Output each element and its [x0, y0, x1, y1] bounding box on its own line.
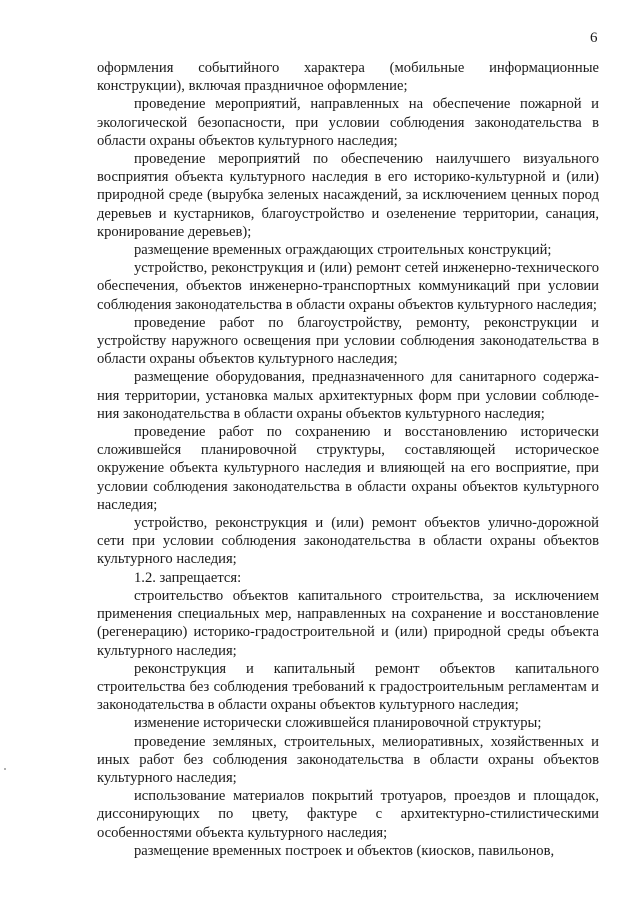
paragraph: строительство объектов капитального строительства, за исключением применения специальных мер, направленных на сохранение и восстановление (регенерацию) историко-градостроительной и (или) природной среды объекта культурного наследия;: [97, 587, 599, 659]
paragraph: проведение мероприятий, направленных на обеспечение пожарной и экологической безопасности, при условии соблюдения законодательства в области охраны объектов культурного наследия;: [97, 96, 599, 149]
paragraph: проведение работ по благоустройству, ремонту, реконструкции и устройству наружного освещения при условии соблюдения законодательства в области охраны объектов культурного наследия;: [97, 314, 599, 368]
document-body: [97, 59, 599, 860]
paragraph: размещение оборудования, предназначенного для санитарного содержа-ния территории, установка малых архитектурных форм при условии соблюде-ния законодательства в области охраны объектов культурного наследия;: [97, 369, 599, 422]
paragraph: устройство, реконструкция и (или) ремонт сетей инженерно-технического обеспечения, объектов инженерно-транспортных коммуникаций при условии соблюдения законодательства в области охраны объектов культурного наследия;: [97, 260, 599, 313]
paragraph: проведение земляных, строительных, мелиоративных, хозяйственных и иных работ без соблюдения законодательства в области охраны объектов культурного наследия;: [97, 733, 599, 786]
scan-speck: [4, 768, 6, 770]
paragraph: использование материалов покрытий тротуаров, проездов и площадок, диссонирующих по цвету, фактуре с архитектурно-стилистическими особенностями объекта культурного наследия;: [97, 788, 599, 841]
paragraph: проведение работ по сохранению и восстановлению исторически сложившейся планировочной структуры, составляющей историческое окружение объекта культурного наследия и влияющей на его восприятие, при условии соблюдения законодательства в области охраны объектов культурного наследия;: [97, 424, 599, 513]
page-number: 6: [590, 30, 598, 46]
paragraph: устройство, реконструкция и (или) ремонт объектов улично-дорожной сети при условии соблюдения законодательства в области охраны объектов культурного наследия;: [97, 515, 599, 568]
paragraph: размещение временных ограждающих строительных конструкций;: [134, 242, 552, 259]
paragraph: оформления событийного характера (мобильные информационные конструкции), включая праздничное оформление;: [97, 60, 599, 95]
paragraph: изменение исторически сложившейся планировочной структуры;: [134, 715, 542, 732]
paragraph: проведение мероприятий по обеспечению наилучшего визуального восприятия объекта культурного наследия в его историко-культурной и (или) природной среде (вырубка зеленых насаждений, за исключением ценных пород деревьев и кустарников, благоустройство и озеленение территории, санация, кронирование деревьев);: [97, 151, 599, 240]
paragraph: реконструкция и капитальный ремонт объектов капитального строительства без соблюдения требований к градостроительным регламентам и законодательства в области охраны объектов культурного наследия;: [97, 660, 599, 714]
section-heading: 1.2. запрещается:: [134, 569, 242, 586]
paragraph: размещение временных построек и объектов (киосков, павильонов,: [134, 842, 555, 859]
